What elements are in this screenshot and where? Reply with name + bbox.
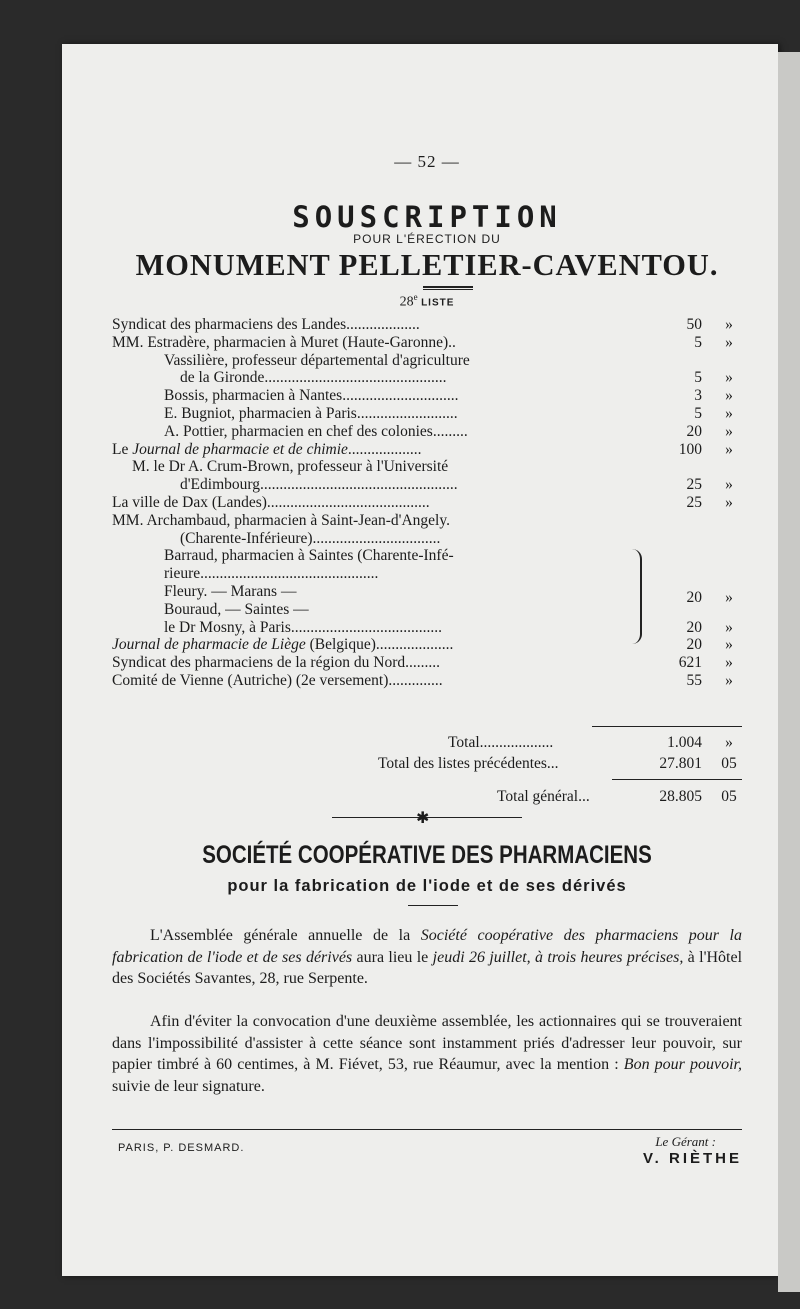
list-item-text: Fleury. — Marans — xyxy=(164,582,297,600)
list-item-amount: 3 xyxy=(694,387,702,405)
heading-pour: POUR L'ÉRECTION DU xyxy=(353,232,501,246)
list-item-unit: » xyxy=(725,404,733,422)
list-item-amount: 25 xyxy=(686,476,702,494)
heading-rule-thin xyxy=(423,289,473,290)
gerant-name: V. RIÈTHE xyxy=(643,1150,742,1167)
para1-text-e: à l'Hôtel des Sociétés Savantes, 28, rue Serpente. xyxy=(112,948,743,987)
list-item-text: (Charente-Inférieure)................................. xyxy=(180,529,441,547)
list-item xyxy=(112,441,742,459)
total-label: Total................... xyxy=(448,734,554,751)
list-item-unit: » xyxy=(725,618,733,636)
list-item-unit: » xyxy=(725,671,733,689)
list-number-value: 28 xyxy=(399,294,414,310)
list-item-text: rieure.............................................. xyxy=(164,565,379,583)
list-item-unit: » xyxy=(725,476,733,494)
general-total-value: 28.805 xyxy=(659,788,702,805)
total-unit: » xyxy=(725,734,733,751)
list-item-text: Bossis, pharmacien à Nantes.............................. xyxy=(164,387,459,405)
para1-text-a: L'Assemblée générale annuelle de la xyxy=(150,927,421,944)
group-brace xyxy=(630,549,642,644)
list-item-unit: » xyxy=(725,636,733,654)
list-item-text: MM. Estradère, pharmacien à Muret (Haute-Garonne).. xyxy=(112,333,456,351)
list-item-text: le Dr Mosny, à Paris....................................... xyxy=(164,618,442,636)
general-total-rule xyxy=(612,779,742,780)
list-item-text: Bouraud, — Saintes — xyxy=(164,600,309,618)
list-item xyxy=(112,547,742,565)
list-item-unit: » xyxy=(725,369,733,387)
list-item-unit: » xyxy=(725,493,733,511)
list-item-amount: 5 xyxy=(694,404,702,422)
previous-total-label: Total des listes précédentes... xyxy=(378,755,559,772)
list-item-amount: 621 xyxy=(678,654,702,672)
list-item xyxy=(112,352,742,370)
list-number xyxy=(112,292,742,311)
list-item xyxy=(112,512,742,530)
para1-date: jeudi 26 juillet, à trois heures précises, xyxy=(432,948,684,966)
list-item xyxy=(112,423,742,441)
general-total-label: Total général... xyxy=(497,788,590,805)
list-item xyxy=(112,654,742,672)
list-item-unit: » xyxy=(725,440,733,458)
list-item-unit: » xyxy=(725,654,733,672)
list-item-unit: » xyxy=(725,422,733,440)
list-item-text: M. le Dr A. Crum-Brown, professeur à l'Université xyxy=(132,458,449,476)
list-word: LISTE xyxy=(421,297,455,309)
gerant-label: Le Gérant : xyxy=(655,1134,716,1149)
list-item-amount: 55 xyxy=(686,671,702,689)
list-item-unit: » xyxy=(725,387,733,405)
list-item-text: Comité de Vienne (Autriche) (2e versement).............. xyxy=(112,671,443,689)
list-item xyxy=(112,334,742,352)
list-item-unit: » xyxy=(725,333,733,351)
heading-monument: MONUMENT PELLETIER-CAVENTOU. xyxy=(135,247,719,282)
list-item-text: Syndicat des pharmaciens de la région du Nord......... xyxy=(112,654,440,672)
list-item xyxy=(112,565,742,583)
list-item xyxy=(112,476,742,494)
list-item-amount: 100 xyxy=(678,440,702,458)
societe-rule xyxy=(408,905,458,906)
list-item-text: A. Pottier, pharmacien en chef des colonies......... xyxy=(164,422,468,440)
list-item xyxy=(112,387,742,405)
divider-star-icon: ✱ xyxy=(416,810,430,827)
societe-subtitle: pour la fabrication de l'iode et de ses dérivés xyxy=(227,877,627,895)
list-item xyxy=(112,494,742,512)
footer-rule xyxy=(112,1129,742,1130)
list-item-unit: » xyxy=(725,316,733,333)
list-item xyxy=(112,530,742,548)
previous-total-value: 27.801 xyxy=(659,755,702,772)
subscription-list xyxy=(112,316,742,690)
list-item-amount: 50 xyxy=(686,316,702,333)
list-item xyxy=(112,458,742,476)
list-item xyxy=(112,316,742,334)
page-edge xyxy=(778,52,800,1292)
group-amount: 20 xyxy=(686,589,702,606)
printer-imprint: PARIS, P. DESMARD. xyxy=(118,1142,245,1154)
previous-total-cents: 05 xyxy=(721,755,737,772)
list-number-sup: e xyxy=(413,292,418,302)
list-item xyxy=(112,601,742,619)
heading-souscription: SOUSCRIPTION xyxy=(292,200,562,234)
list-item-amount: 5 xyxy=(694,333,702,351)
total-rule xyxy=(592,726,742,727)
list-item-amount: 20 xyxy=(686,618,702,636)
societe-title: SOCIÉTÉ COOPÉRATIVE DES PHARMACIENS xyxy=(202,841,652,869)
general-total-cents: 05 xyxy=(721,788,737,805)
list-item xyxy=(112,619,742,637)
heading-rule xyxy=(423,286,473,288)
list-item-text: MM. Archambaud, pharmacien à Saint-Jean-d'Angely. xyxy=(112,511,450,529)
list-item-text: d'Edimbourg................................................... xyxy=(180,476,458,494)
total-value: 1.004 xyxy=(667,734,702,751)
list-item xyxy=(112,369,742,387)
list-item-amount: 20 xyxy=(686,422,702,440)
paragraph-pouvoir xyxy=(112,1011,742,1097)
list-item xyxy=(112,583,742,601)
list-item-text: de la Gironde............................................... xyxy=(180,369,447,387)
list-item xyxy=(112,672,742,690)
list-item-text: E. Bugniot, pharmacien à Paris.......................... xyxy=(164,404,458,422)
list-item-amount: 20 xyxy=(686,636,702,654)
list-item-amount: 5 xyxy=(694,369,702,387)
list-item xyxy=(112,405,742,423)
para2-mention: Bon pour pouvoir, xyxy=(623,1056,743,1073)
para1-society-name: Société coopérative des pharmaciens pour la fabrication de l'iode et de ses dérivés xyxy=(112,927,742,966)
para2-text-a: Afin d'éviter la convocation d'une deuxième assemblée, les actionnaires qui se trouveraient dans l'impossibilité d'assister à cette séance sont instamment priés d'adresser leur pouvoir, sur papier timbré à 60 centimes, à M. Fiévet, 53, rue Réaumur, avec la mention : xyxy=(112,1013,742,1073)
group-unit: » xyxy=(725,589,733,606)
list-item-text: Barraud, pharmacien à Saintes (Charente-Infé- xyxy=(164,547,454,565)
paragraph-assemblee xyxy=(112,925,742,990)
para1-text-c: aura lieu le xyxy=(352,948,433,966)
list-item-text: Le Journal de pharmacie et de chimie................... xyxy=(112,440,422,458)
list-item-amount: 25 xyxy=(686,493,702,511)
list-item-text: Journal de pharmacie de Liège (Belgique).................... xyxy=(112,636,454,654)
list-item-text: Vassilière, professeur départemental d'agriculture xyxy=(164,351,470,369)
para2-text-c: suivie de leur signature. xyxy=(112,1077,265,1095)
list-item-text: Syndicat des pharmaciens des Landes................... xyxy=(112,316,420,333)
page-number: — 52 — xyxy=(394,152,460,171)
list-item xyxy=(112,636,742,654)
list-item-text: La ville de Dax (Landes).......................................... xyxy=(112,493,430,511)
